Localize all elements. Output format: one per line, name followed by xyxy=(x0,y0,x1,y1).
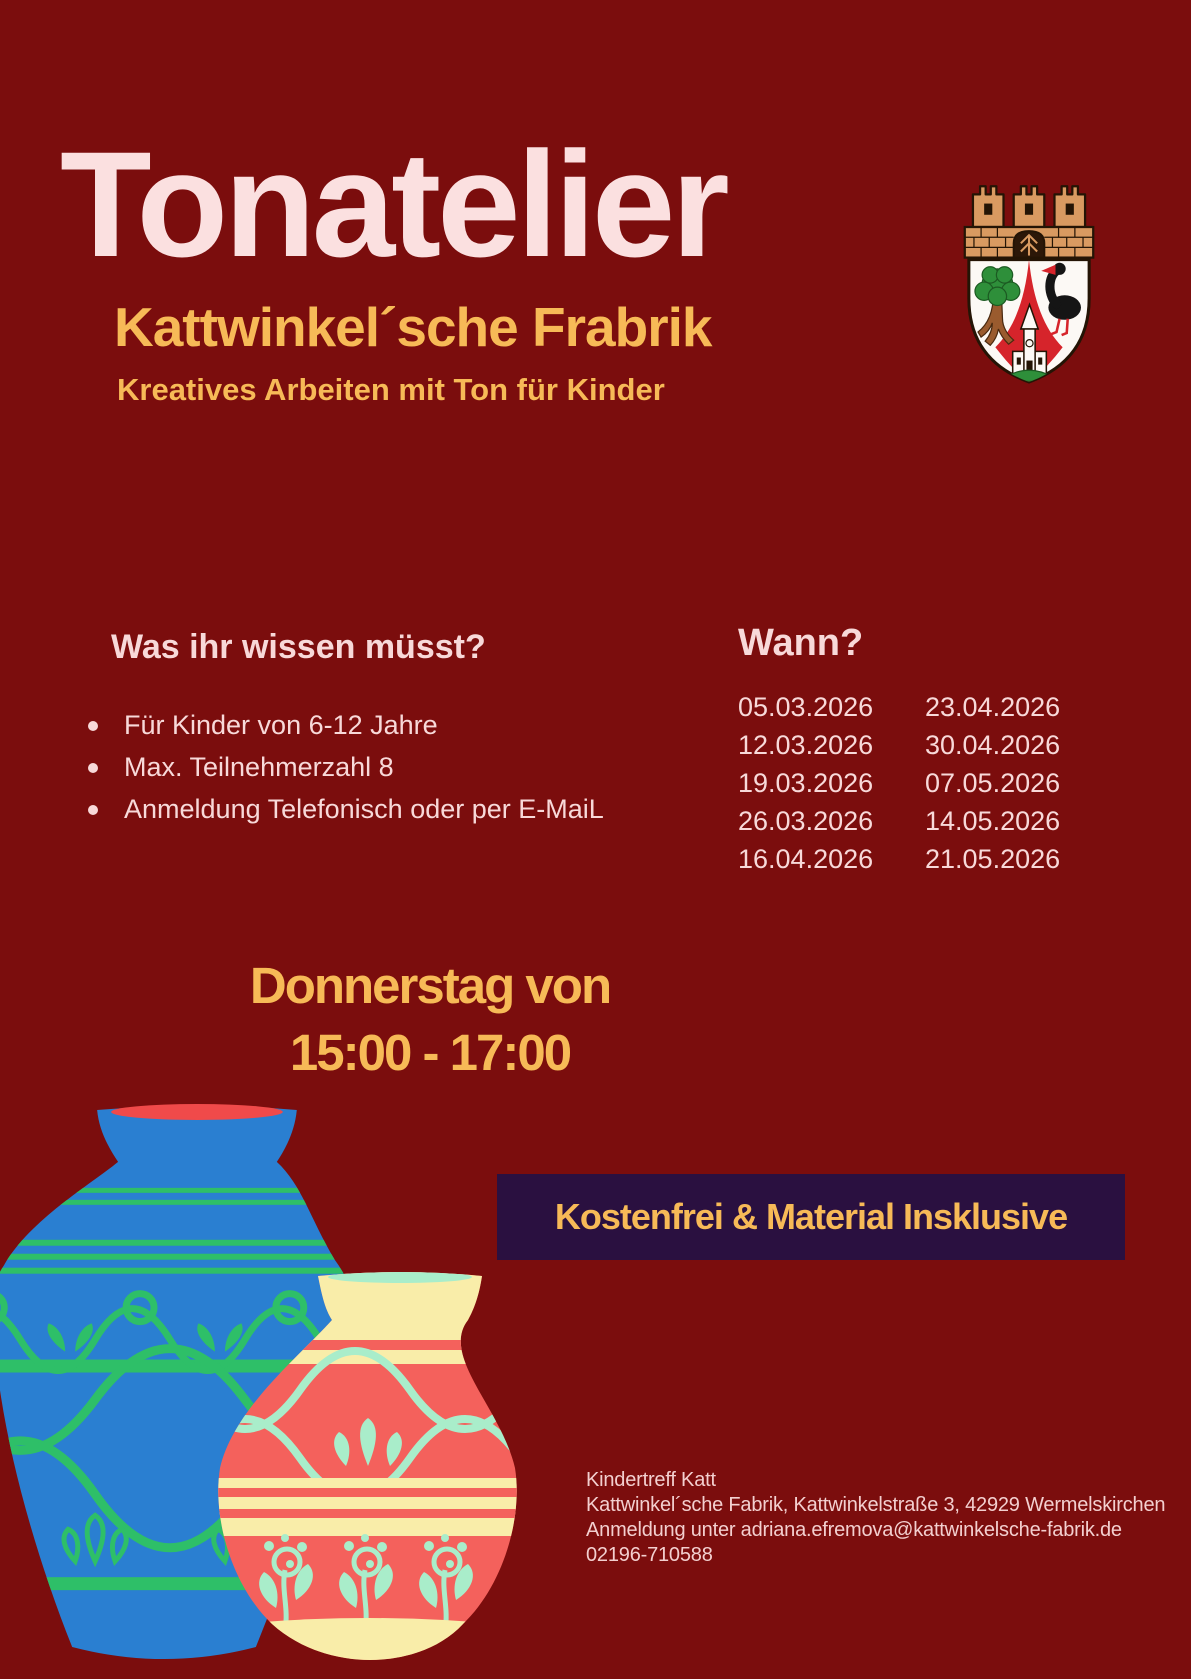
red-vase-illustration xyxy=(210,1268,525,1668)
dates-heading: Wann? xyxy=(738,622,864,664)
schedule-time: 15:00 - 17:00 xyxy=(289,1024,571,1081)
list-item xyxy=(88,752,604,783)
dates-column-1 xyxy=(738,688,925,878)
info-bullet-list xyxy=(88,710,604,836)
date-value: 19.03.2026 xyxy=(738,768,874,798)
contact-address: Kattwinkel´sche Fabrik, Kattwinkelstraße 3, 42929 Wermelskirchen xyxy=(586,1494,1166,1516)
bullet-text: Für Kinder von 6-12 Jahre xyxy=(124,710,438,740)
dates-column-2 xyxy=(925,688,1112,878)
bullet-dot xyxy=(88,805,98,815)
page-title: Tonatelier xyxy=(60,120,726,288)
contact-phone: 02196-710588 xyxy=(586,1544,713,1566)
date-value: 05.03.2026 xyxy=(738,692,874,722)
contact-email: Anmeldung unter adriana.efremova@kattwinkelsche-fabrik.de xyxy=(586,1519,1122,1541)
date-value: 23.04.2026 xyxy=(925,692,1061,722)
banner-text: Kostenfrei & Material Insklusive xyxy=(554,1196,1068,1237)
bullet-dot xyxy=(88,721,98,731)
bullet-text: Max. Teilnehmerzahl 8 xyxy=(124,752,394,782)
list-item xyxy=(88,794,604,825)
date-value: 12.03.2026 xyxy=(738,730,874,760)
info-heading: Was ihr wissen müsst? xyxy=(111,628,486,666)
wermelskirchen-coat-of-arms-icon xyxy=(956,174,1102,384)
contact-block xyxy=(586,1468,1165,1568)
subtitle: Kattwinkel´sche Frabrik xyxy=(114,296,712,358)
bullet-text: Anmeldung Telefonisch oder per E-MaiL xyxy=(124,794,604,824)
schedule-day: Donnerstag von xyxy=(249,957,611,1014)
date-value: 14.05.2026 xyxy=(925,806,1061,836)
schedule-block xyxy=(170,952,690,1086)
date-value: 21.05.2026 xyxy=(925,844,1061,874)
date-value: 26.03.2026 xyxy=(738,806,874,836)
price-banner xyxy=(497,1174,1125,1260)
contact-org: Kindertreff Katt xyxy=(586,1469,716,1491)
tagline: Kreatives Arbeiten mit Ton für Kinder xyxy=(117,372,665,407)
bullet-dot xyxy=(88,763,98,773)
date-value: 30.04.2026 xyxy=(925,730,1061,760)
list-item xyxy=(88,710,604,741)
date-value: 07.05.2026 xyxy=(925,768,1061,798)
dates-grid xyxy=(738,688,1112,878)
date-value: 16.04.2026 xyxy=(738,844,874,874)
